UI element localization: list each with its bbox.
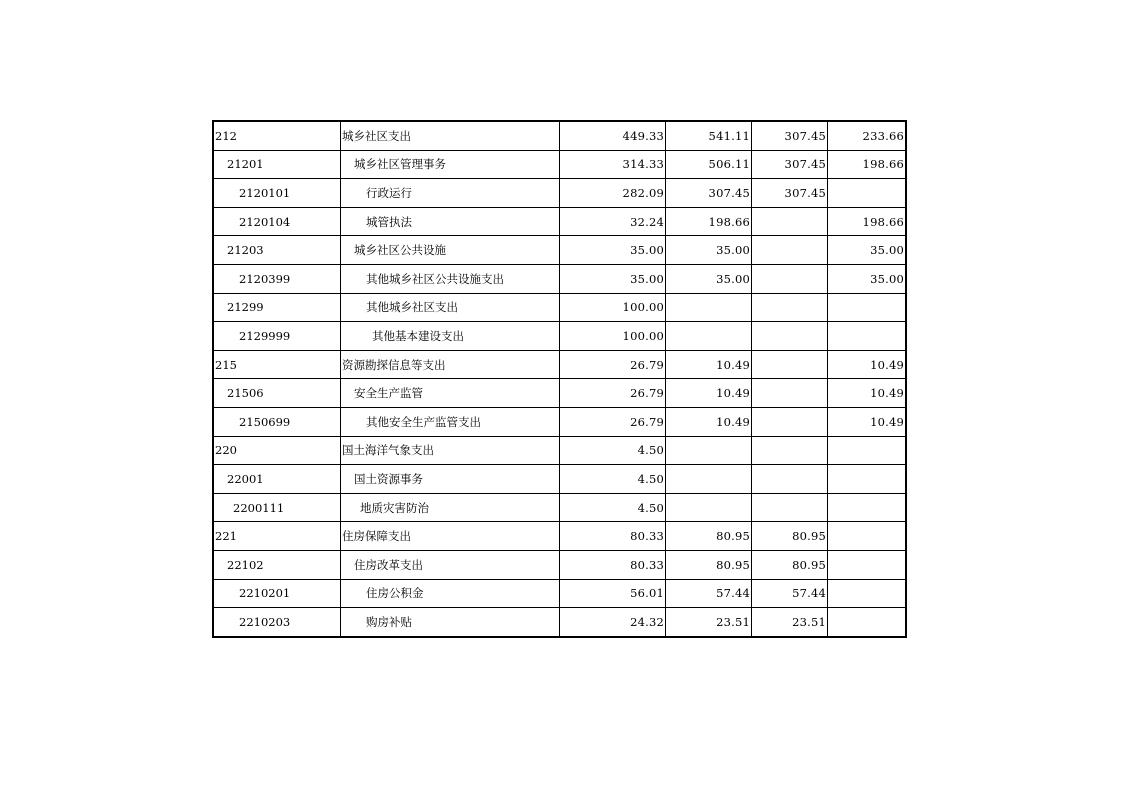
amount-cell-2 — [666, 322, 752, 351]
table-row — [214, 493, 906, 522]
amount-cell-3 — [752, 379, 828, 408]
table-row — [214, 407, 906, 436]
table-row — [214, 436, 906, 465]
amount-cell-2: 307.45 — [666, 179, 752, 208]
name-cell: 行政运行 — [341, 179, 560, 208]
amount-cell-3 — [752, 293, 828, 322]
amount-cell-2: 10.49 — [666, 350, 752, 379]
amount-cell-3: 80.95 — [752, 522, 828, 551]
amount-cell-3: 307.45 — [752, 150, 828, 179]
amount-cell-2: 541.11 — [666, 122, 752, 151]
amount-cell-4 — [828, 179, 906, 208]
amount-cell-1: 80.33 — [560, 522, 666, 551]
amount-cell-3 — [752, 264, 828, 293]
name-cell: 地质灾害防治 — [341, 493, 560, 522]
name-cell: 其他安全生产监管支出 — [341, 407, 560, 436]
amount-cell-4: 10.49 — [828, 379, 906, 408]
code-cell: 2150699 — [214, 407, 341, 436]
amount-cell-3 — [752, 207, 828, 236]
code-cell: 2129999 — [214, 322, 341, 351]
amount-cell-4 — [828, 465, 906, 494]
amount-cell-3: 57.44 — [752, 579, 828, 608]
amount-cell-1: 282.09 — [560, 179, 666, 208]
name-cell: 国土海洋气象支出 — [341, 436, 560, 465]
table-row — [214, 322, 906, 351]
amount-cell-4: 10.49 — [828, 407, 906, 436]
name-cell: 安全生产监管 — [341, 379, 560, 408]
amount-cell-2: 10.49 — [666, 379, 752, 408]
table-row — [214, 550, 906, 579]
code-cell: 2120104 — [214, 207, 341, 236]
amount-cell-2: 506.11 — [666, 150, 752, 179]
name-cell: 其他城乡社区支出 — [341, 293, 560, 322]
amount-cell-1: 35.00 — [560, 236, 666, 265]
amount-cell-4 — [828, 579, 906, 608]
amount-cell-2: 35.00 — [666, 236, 752, 265]
code-cell: 2120399 — [214, 264, 341, 293]
amount-cell-2: 80.95 — [666, 550, 752, 579]
code-cell: 215 — [214, 350, 341, 379]
name-cell: 国土资源事务 — [341, 465, 560, 494]
name-cell: 城乡社区公共设施 — [341, 236, 560, 265]
amount-cell-1: 80.33 — [560, 550, 666, 579]
name-cell: 城乡社区支出 — [341, 122, 560, 151]
expenditure-table — [213, 121, 906, 637]
amount-cell-1: 26.79 — [560, 350, 666, 379]
code-cell: 220 — [214, 436, 341, 465]
amount-cell-1: 100.00 — [560, 293, 666, 322]
table-row — [214, 465, 906, 494]
amount-cell-4: 198.66 — [828, 150, 906, 179]
table-row — [214, 522, 906, 551]
amount-cell-2: 198.66 — [666, 207, 752, 236]
code-cell: 22102 — [214, 550, 341, 579]
amount-cell-4 — [828, 550, 906, 579]
amount-cell-3 — [752, 350, 828, 379]
amount-cell-4 — [828, 293, 906, 322]
amount-cell-3: 307.45 — [752, 179, 828, 208]
amount-cell-1: 26.79 — [560, 407, 666, 436]
table-row — [214, 608, 906, 637]
table-row — [214, 379, 906, 408]
amount-cell-1: 26.79 — [560, 379, 666, 408]
code-cell: 21203 — [214, 236, 341, 265]
amount-cell-1: 449.33 — [560, 122, 666, 151]
amount-cell-3: 80.95 — [752, 550, 828, 579]
table-row — [214, 579, 906, 608]
amount-cell-4: 10.49 — [828, 350, 906, 379]
amount-cell-2: 57.44 — [666, 579, 752, 608]
name-cell: 城乡社区管理事务 — [341, 150, 560, 179]
code-cell: 21299 — [214, 293, 341, 322]
amount-cell-4 — [828, 322, 906, 351]
code-cell: 2210201 — [214, 579, 341, 608]
amount-cell-4: 35.00 — [828, 264, 906, 293]
table-row — [214, 179, 906, 208]
amount-cell-3: 307.45 — [752, 122, 828, 151]
amount-cell-1: 100.00 — [560, 322, 666, 351]
amount-cell-1: 314.33 — [560, 150, 666, 179]
name-cell: 其他基本建设支出 — [341, 322, 560, 351]
amount-cell-4 — [828, 608, 906, 637]
amount-cell-3 — [752, 493, 828, 522]
code-cell: 2200111 — [214, 493, 341, 522]
name-cell: 住房改革支出 — [341, 550, 560, 579]
amount-cell-1: 4.50 — [560, 436, 666, 465]
amount-cell-3 — [752, 465, 828, 494]
amount-cell-3 — [752, 236, 828, 265]
table-body — [214, 122, 906, 637]
amount-cell-1: 32.24 — [560, 207, 666, 236]
amount-cell-2 — [666, 293, 752, 322]
table-row — [214, 207, 906, 236]
amount-cell-2: 10.49 — [666, 407, 752, 436]
amount-cell-3 — [752, 322, 828, 351]
code-cell: 21506 — [214, 379, 341, 408]
amount-cell-4 — [828, 522, 906, 551]
amount-cell-2 — [666, 436, 752, 465]
code-cell: 221 — [214, 522, 341, 551]
amount-cell-3 — [752, 407, 828, 436]
name-cell: 其他城乡社区公共设施支出 — [341, 264, 560, 293]
amount-cell-2 — [666, 493, 752, 522]
amount-cell-1: 35.00 — [560, 264, 666, 293]
table-row — [214, 264, 906, 293]
name-cell: 住房公积金 — [341, 579, 560, 608]
amount-cell-3: 23.51 — [752, 608, 828, 637]
amount-cell-1: 4.50 — [560, 493, 666, 522]
name-cell: 购房补贴 — [341, 608, 560, 637]
amount-cell-1: 56.01 — [560, 579, 666, 608]
table-row — [214, 236, 906, 265]
amount-cell-4: 35.00 — [828, 236, 906, 265]
amount-cell-1: 24.32 — [560, 608, 666, 637]
code-cell: 2210203 — [214, 608, 341, 637]
amount-cell-4 — [828, 436, 906, 465]
name-cell: 住房保障支出 — [341, 522, 560, 551]
table-row — [214, 122, 906, 151]
code-cell: 212 — [214, 122, 341, 151]
amount-cell-2: 80.95 — [666, 522, 752, 551]
code-cell: 21201 — [214, 150, 341, 179]
code-cell: 2120101 — [214, 179, 341, 208]
code-cell: 22001 — [214, 465, 341, 494]
amount-cell-4: 198.66 — [828, 207, 906, 236]
table-row — [214, 150, 906, 179]
table-row — [214, 293, 906, 322]
amount-cell-4 — [828, 493, 906, 522]
amount-cell-4: 233.66 — [828, 122, 906, 151]
amount-cell-2: 23.51 — [666, 608, 752, 637]
name-cell: 资源勘探信息等支出 — [341, 350, 560, 379]
name-cell: 城管执法 — [341, 207, 560, 236]
amount-cell-2 — [666, 465, 752, 494]
amount-cell-3 — [752, 436, 828, 465]
amount-cell-2: 35.00 — [666, 264, 752, 293]
amount-cell-1: 4.50 — [560, 465, 666, 494]
table-row — [214, 350, 906, 379]
